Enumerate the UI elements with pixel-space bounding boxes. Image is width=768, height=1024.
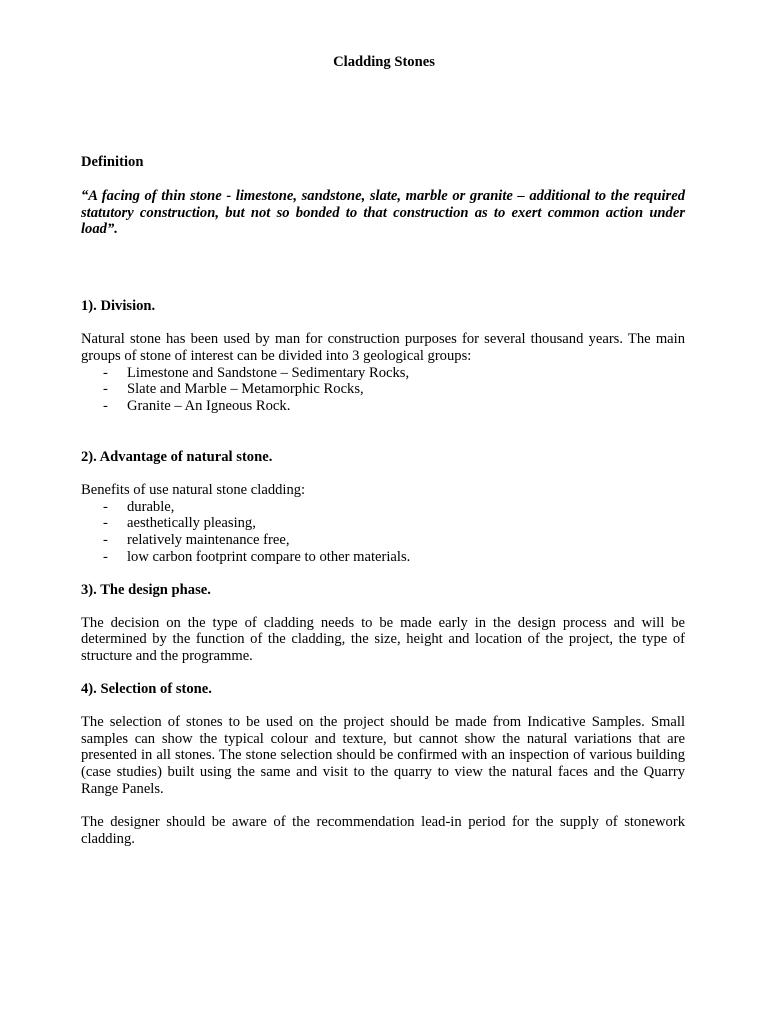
division-list-item: - Granite – An Igneous Rock. bbox=[81, 398, 685, 415]
advantage-list-item: - low carbon footprint compare to other materials. bbox=[81, 549, 685, 566]
document-body bbox=[81, 154, 685, 847]
advantage-list-item: - relatively maintenance free, bbox=[81, 532, 685, 549]
division-list-item: - Slate and Marble – Metamorphic Rocks, bbox=[81, 381, 685, 398]
selection-paragraph: The selection of stones to be used on the project should be made from Indicative Samples. Small samples can show the typical colour and texture, but cannot show the natural variations that are presented in all stones. The stone selection should be confirmed with an inspection of various building (case studies) built using the same and visit to the quarry to view the natural faces and the Quarry Range Panels. bbox=[81, 713, 685, 797]
advantage-heading: 2). Advantage of natural stone. bbox=[81, 448, 273, 465]
advantage-list-item: - aesthetically pleasing, bbox=[81, 515, 685, 532]
division-paragraph: Natural stone has been used by man for construction purposes for several thousand years. The main groups of stone of interest can be divided into 3 geological groups: bbox=[81, 330, 685, 364]
definition-heading: Definition bbox=[81, 154, 144, 170]
definition-section bbox=[81, 154, 685, 238]
division-heading: 1). Division. bbox=[81, 298, 156, 315]
division-list bbox=[81, 365, 685, 415]
advantage-section bbox=[81, 449, 685, 566]
document-title: Cladding Stones bbox=[333, 54, 435, 70]
design-heading: 3). The design phase. bbox=[81, 581, 211, 598]
division-section bbox=[81, 298, 685, 415]
selection-section bbox=[81, 681, 685, 847]
advantage-list-item: - durable, bbox=[81, 499, 685, 516]
design-paragraph: The decision on the type of cladding needs to be made early in the design process and will be determined by the function of the cladding, the size, height and location of the project, the type of structure and the programme. bbox=[81, 614, 685, 665]
definition-text: “A facing of thin stone - limestone, sandstone, slate, marble or granite – additional to the required statutory construction, but not so bonded to that construction as to exert common action under load”. bbox=[81, 187, 685, 238]
selection-paragraph: The designer should be aware of the recommendation lead-in period for the supply of stonework cladding. bbox=[81, 813, 685, 847]
selection-heading: 4). Selection of stone. bbox=[81, 680, 212, 697]
design-section bbox=[81, 582, 685, 665]
advantage-list bbox=[81, 499, 685, 566]
division-list-item: - Limestone and Sandstone – Sedimentary Rocks, bbox=[81, 365, 685, 382]
advantage-paragraph: Benefits of use natural stone cladding: bbox=[81, 481, 306, 498]
